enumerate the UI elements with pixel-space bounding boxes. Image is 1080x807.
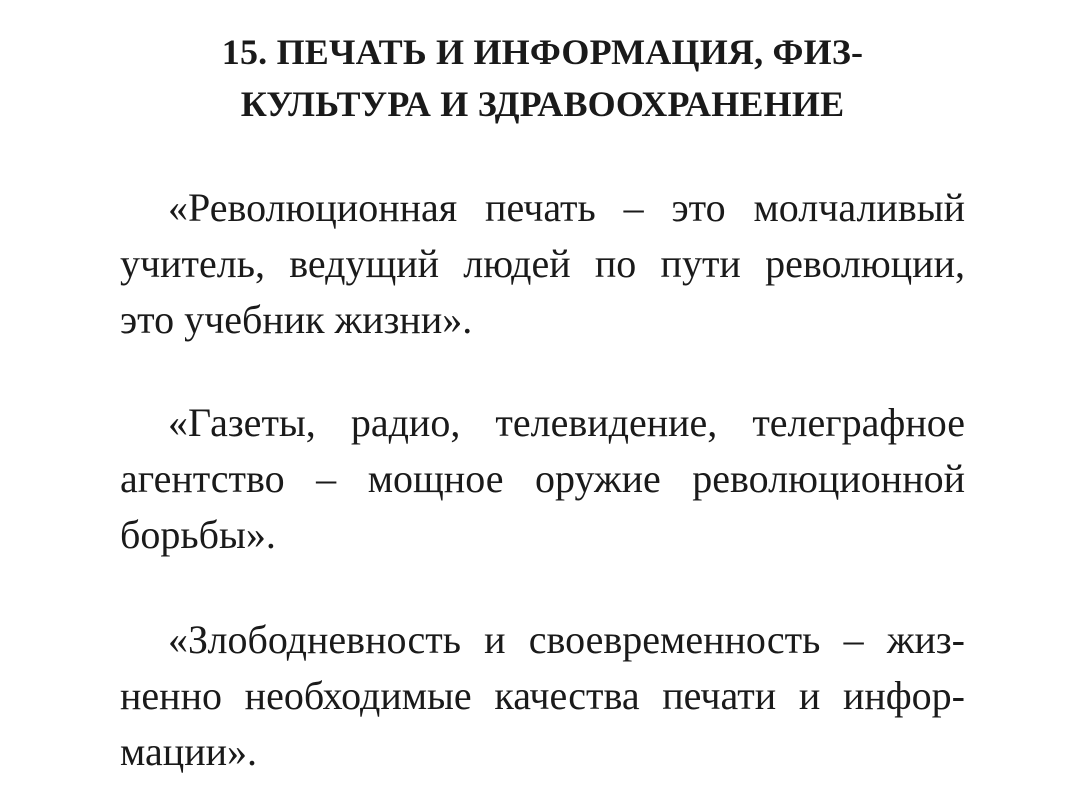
quote-paragraph <box>120 395 965 563</box>
heading-line: КУЛЬТУРА И ЗДРАВООХРАНЕНИЕ <box>240 84 845 124</box>
paragraph-line: «Революционная печать – это молчаливый <box>168 185 965 230</box>
paragraph-line: агентство – мощное оружие революционной <box>120 456 965 501</box>
paragraph-line: учитель, ведущий людей по пути революции, <box>120 241 965 286</box>
paragraph-line: это учебник жизни». <box>120 297 473 342</box>
paragraph-line: ненно необходимые качества печати и инфор- <box>120 673 965 718</box>
quote-paragraph <box>120 612 965 780</box>
paragraph-line: «Злободневность и своевременность – жиз- <box>168 617 965 662</box>
paragraph-line: «Газеты, радио, телевидение, телеграфное <box>168 400 965 445</box>
quote-paragraph <box>120 180 965 348</box>
section-heading <box>120 26 965 130</box>
paragraph-line: борьбы». <box>120 512 276 557</box>
paragraph-line: мации». <box>120 729 258 774</box>
heading-line: 15. ПЕЧАТЬ И ИНФОРМАЦИЯ, ФИЗ- <box>221 32 864 72</box>
